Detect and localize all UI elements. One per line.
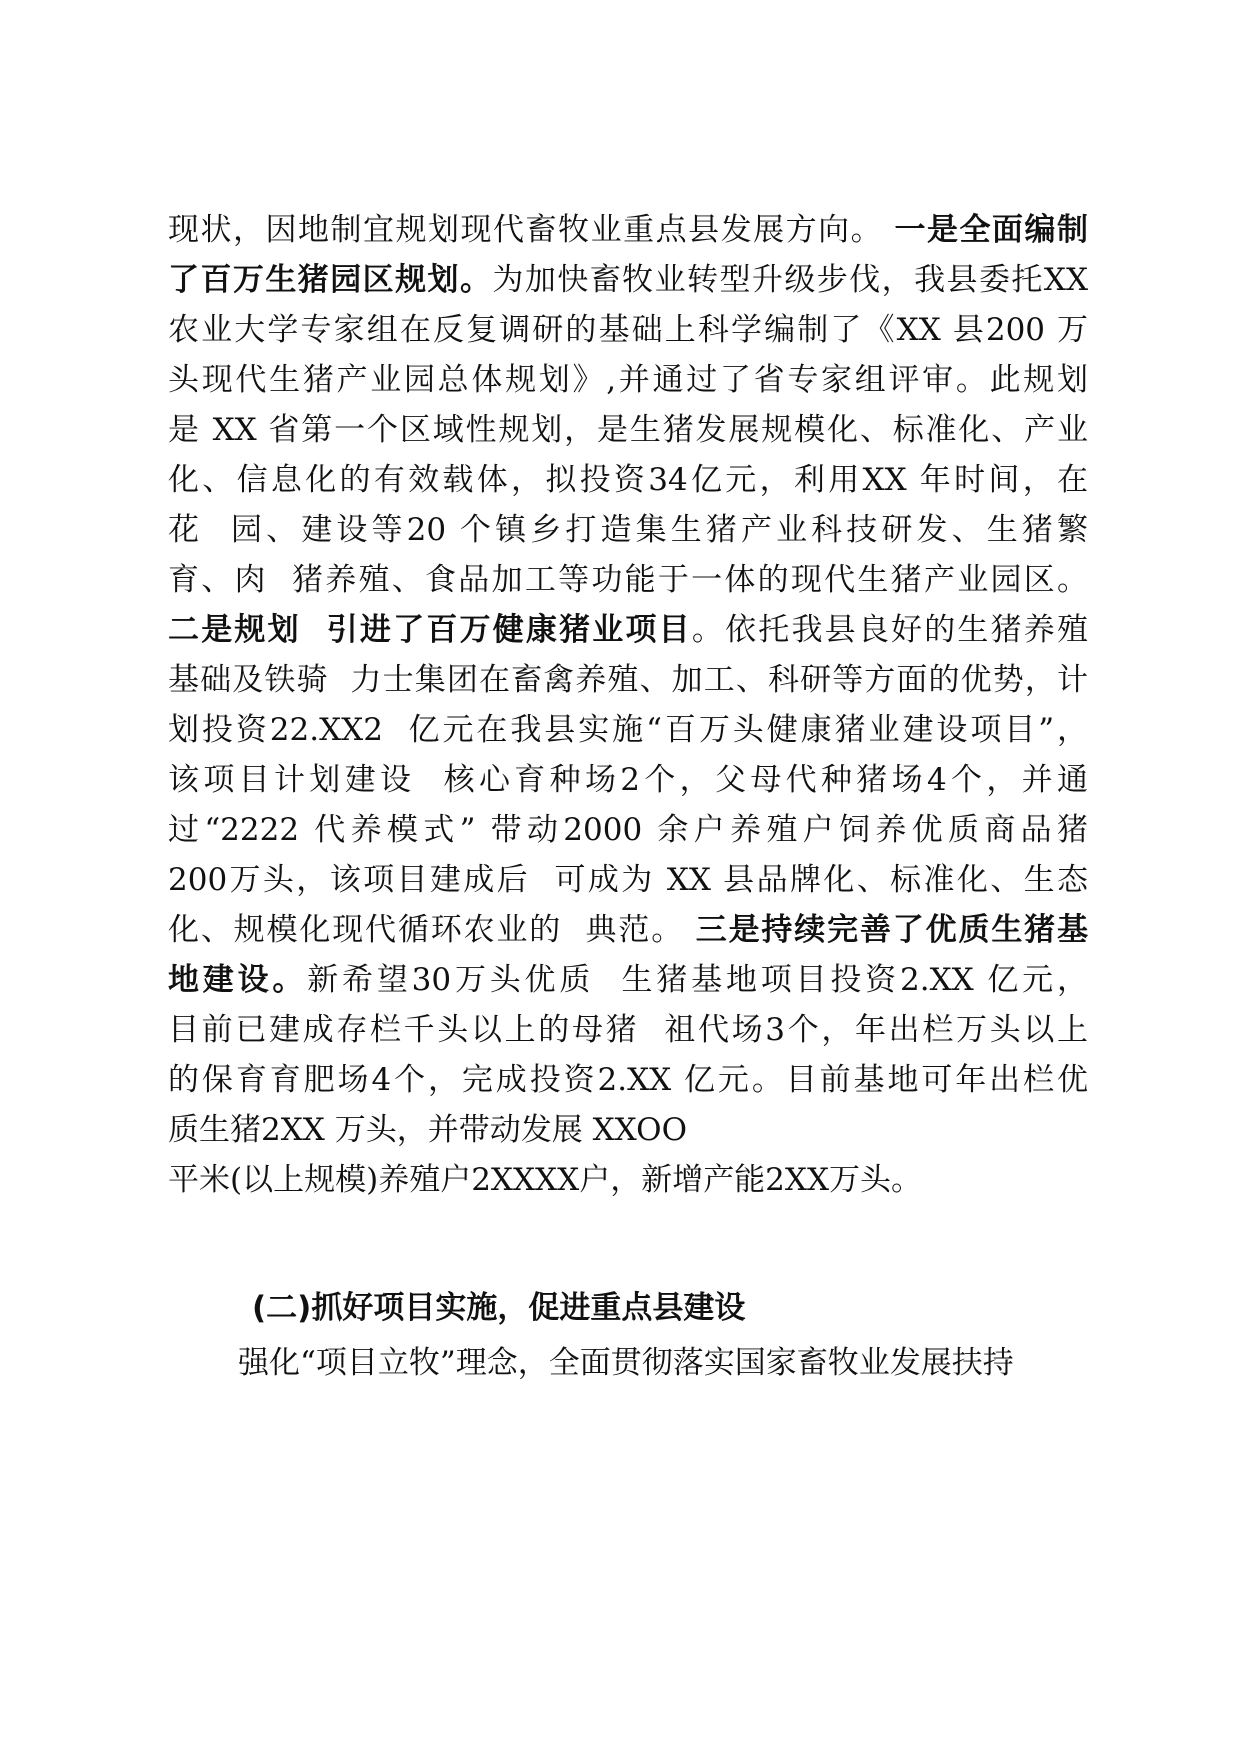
body-line: 化、规模化现代循环农业的 典范。 三是持续完善了优质生猪基 <box>168 912 1088 948</box>
body-line: 200万头，该项目建成后 可成为 XX 县品牌化、标准化、生态 <box>168 862 1088 898</box>
body-line: 头现代生猪产业园总体规划》,并通过了省专家组评审。此规划 <box>168 362 1088 398</box>
body-line: 地建设。新希望30万头优质 生猪基地项目投资2.XX 亿元， <box>168 962 1088 998</box>
body-line: 农业大学专家组在反复调研的基础上科学编制了《XX 县200 万 <box>168 312 1088 348</box>
paragraph-first-line: 强化“项目立牧”理念，全面贯彻落实国家畜牧业发展扶持 <box>238 1345 1014 1381</box>
body-line: 花 园、建设等20 个镇乡打造集生猪产业科技研发、生猪繁 <box>168 512 1088 548</box>
body-line: 二是规划 引进了百万健康猪业项目。依托我县良好的生猪养殖 <box>168 612 1088 648</box>
body-line: 该项目计划建设 核心育种场2个，父母代种猪场4个，并通 <box>168 762 1088 798</box>
body-line: 目前已建成存栏千头以上的母猪 祖代场3个，年出栏万头以上 <box>168 1012 1088 1048</box>
body-line: 化、信息化的有效载体，拟投资34亿元，利用XX 年时间，在 <box>168 462 1088 498</box>
body-line: 是 XX 省第一个区域性规划，是生猪发展规模化、标准化、产业 <box>168 412 1088 448</box>
body-line: 过“2222 代养模式” 带动2000 余户养殖户饲养优质商品猪 <box>168 812 1088 848</box>
body-line: 划投资22.XX2 亿元在我县实施“百万头健康猪业建设项目”， <box>168 712 1088 748</box>
body-line: 质生猪2XX 万头，并带动发展 XXOO <box>168 1112 687 1148</box>
body-line: 平米(以上规模)养殖户2XXXX户，新增产能2XX万头。 <box>168 1162 923 1198</box>
body-line: 的保育育肥场4个，完成投资2.XX 亿元。目前基地可年出栏优 <box>168 1062 1088 1098</box>
body-line: 现状，因地制宜规划现代畜牧业重点县发展方向。 一是全面编制 <box>168 212 1088 248</box>
body-line: 了百万生猪园区规划。为加快畜牧业转型升级步伐，我县委托XX <box>168 262 1088 298</box>
body-line: 育、肉 猪养殖、食品加工等功能于一体的现代生猪产业园区。 <box>168 562 1088 598</box>
section-heading: (二)抓好项目实施，促进重点县建设 <box>252 1290 746 1326</box>
body-line: 基础及铁骑 力士集团在畜禽养殖、加工、科研等方面的优势，计 <box>168 662 1088 698</box>
